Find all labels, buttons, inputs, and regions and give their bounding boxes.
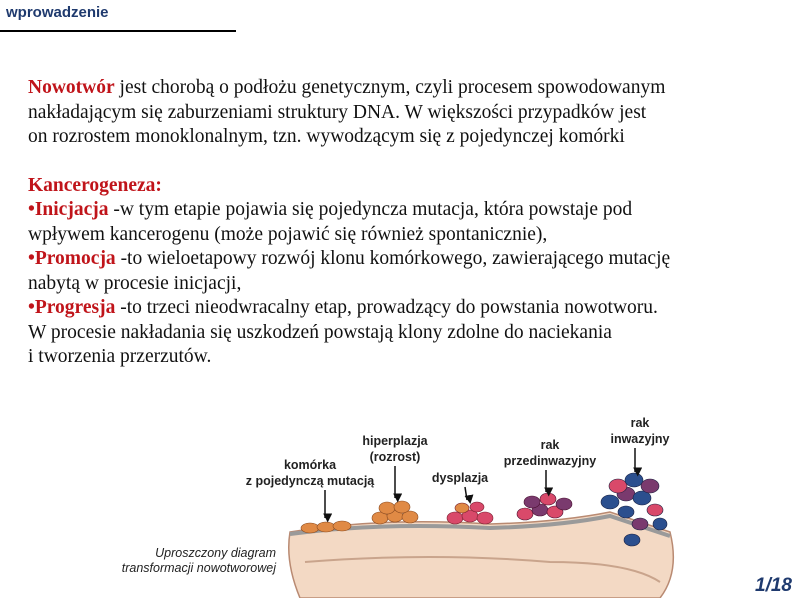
stage-inicjacja-cont: wpływem kancerogenu (może pojawić się również spontanicznie), xyxy=(28,223,548,245)
stage-inicjacja: •Inicjacja -w tym etapie pojawia się pojedyncza mutacja, która powstaje pod xyxy=(28,199,633,220)
label-dysplazja: dysplazja xyxy=(431,471,489,485)
diagram-caption: Uproszczony diagram transformacji nowotworowej xyxy=(121,546,276,575)
label-hiperplazja-2: (rozrost) xyxy=(369,450,421,464)
header-divider xyxy=(0,30,236,32)
intro-line-3: on rozrostem monoklonalnym, tzn. wywodzącym się z pojedynczej komórki xyxy=(28,126,625,147)
intro-line-1: Nowotwór jest chorobą o podłożu genetycznym, czyli procesem spowodowanym xyxy=(28,77,666,98)
stage-progresja-cont-1: W procesie nakładania się uszkodzeń powstają klony zdolne do naciekania xyxy=(28,321,612,343)
stage-name-inicjacja: Inicjacja xyxy=(34,199,109,220)
label-rak-inw-1: rak xyxy=(630,416,650,430)
label-rak-przed-1: rak xyxy=(540,438,560,452)
stage-promocja: •Promocja -to wieloetapowy rozwój klonu komórkowego, zawierającego mutację xyxy=(28,248,671,269)
stage-promocja-cont: nabytą w procesie inicjacji, xyxy=(28,272,242,294)
label-rak-inw-2: inwazyjny xyxy=(610,432,670,446)
cells-hyperplasia xyxy=(372,501,418,524)
page-number: 1/18 xyxy=(755,575,792,596)
section-title: wprowadzenie xyxy=(6,4,109,21)
arrow-dysplasia xyxy=(465,487,467,500)
slide-body xyxy=(28,76,788,370)
stage-progresja: •Progresja -to trzeci nieodwracalny etap, prowadzący do powstania nowotworu. xyxy=(28,297,658,318)
cells-carcinoma-in-situ xyxy=(517,493,572,520)
term-nowotwor: Nowotwór xyxy=(28,77,115,98)
slide-header xyxy=(0,0,800,40)
label-hiperplazja-1: hiperplazja xyxy=(362,434,428,448)
label-rak-przed-2: przedinwazyjny xyxy=(503,454,597,468)
label-komorka-1: komórka xyxy=(283,458,337,472)
cells-mutation xyxy=(301,521,351,533)
kancerogeneza-heading: Kancerogeneza: xyxy=(28,174,162,196)
stage-name-progresja: Progresja xyxy=(34,297,116,318)
label-komorka-2: z pojedynczą mutacją xyxy=(245,474,375,488)
cells-dysplasia xyxy=(447,502,493,524)
tumor-transformation-diagram xyxy=(230,412,700,598)
intro-line-2: nakładającym się zaburzeniami struktury DNA. W większości przypadków jest xyxy=(28,101,647,123)
stage-name-promocja: Promocja xyxy=(34,248,116,269)
stage-progresja-cont-2: i tworzenia przerzutów. xyxy=(28,346,212,367)
